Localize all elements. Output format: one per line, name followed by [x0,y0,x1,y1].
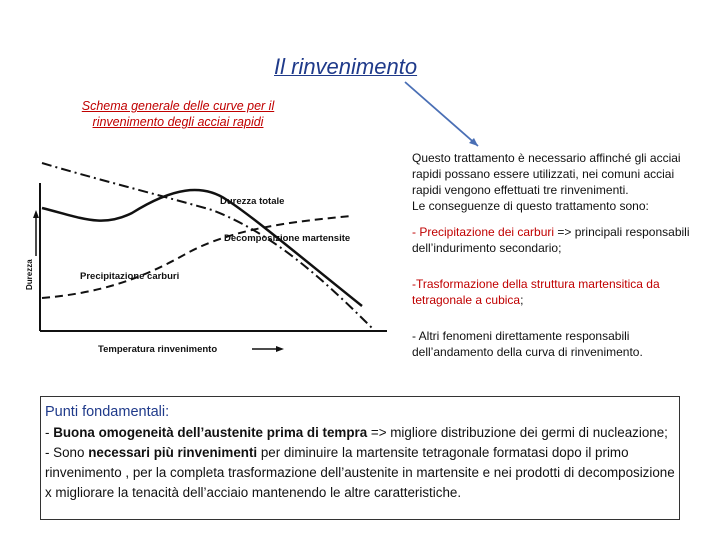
consequences-text: Le conseguenze di questo trattamento sono: [412,199,649,213]
key-point-1 [45,423,675,443]
key-point-1-bold: Buona omogeneità dell’austenite prima di tempra [53,425,368,440]
item-precipitation [412,224,702,256]
key-point-2 [45,443,675,503]
key-point-1-prefix: - [45,425,54,440]
diagram-caption: Schema generale delle curve per il rinvenimento degli acciai rapidi [81,99,275,129]
key-point-1-rest: => migliore distribuzione dei germi di nucleazione; [367,425,668,440]
item-transformation-rest: ; [520,293,524,307]
item-transformation [412,276,702,308]
martensite-decomposition-curve [42,163,372,328]
item-precipitation-highlight: - Precipitazione dei carburi [412,225,555,239]
label-martensite-decomposition: Decomposizione martensite [224,233,351,244]
page-title: Il rinvenimento [274,54,418,79]
key-points-box [40,396,680,520]
label-y-axis: Durezza [25,259,34,290]
key-point-2-prefix: - Sono [45,445,89,460]
carbide-precipitation-curve [42,216,352,298]
key-point-2-rest: per diminuire la martensite tetragonale formatasi dopo il primo rinvenimento , per la completa trasformazione dell’austenite in martensite e nei prodotti di decomposizione x migliorare la tenacità dell’acciaio mantenendo le altre caratteristiche. [45,445,675,500]
label-carbide-precipitation: Precipitazione carburi [80,271,180,282]
intro-text: Questo trattamento è necessario affinché gli acciai rapidi possano essere utilizzati, nei comuni acciai rapidi vengono effettuati tre rinvenimenti. [412,151,681,197]
label-total-hardness: Durezza totale [220,196,285,207]
tempering-curves-svg [22,138,397,378]
key-points-title: Punti fondamentali: [45,404,170,420]
item-precipitation-rest: => principali responsabili dell’indurimento secondario; [412,225,690,255]
key-point-2-bold: necessari più rinvenimenti [88,445,258,460]
tempering-diagram [22,138,397,378]
item-other-phenomena: - Altri fenomeni direttamente responsabili dell’andamento della curva di rinvenimento. [412,329,643,359]
item-transformation-highlight: -Trasformazione della struttura martensitica da tetragonale a cubica [412,277,660,307]
right-text-column [412,150,702,360]
label-x-axis: Temperatura rinvenimento [98,344,218,355]
